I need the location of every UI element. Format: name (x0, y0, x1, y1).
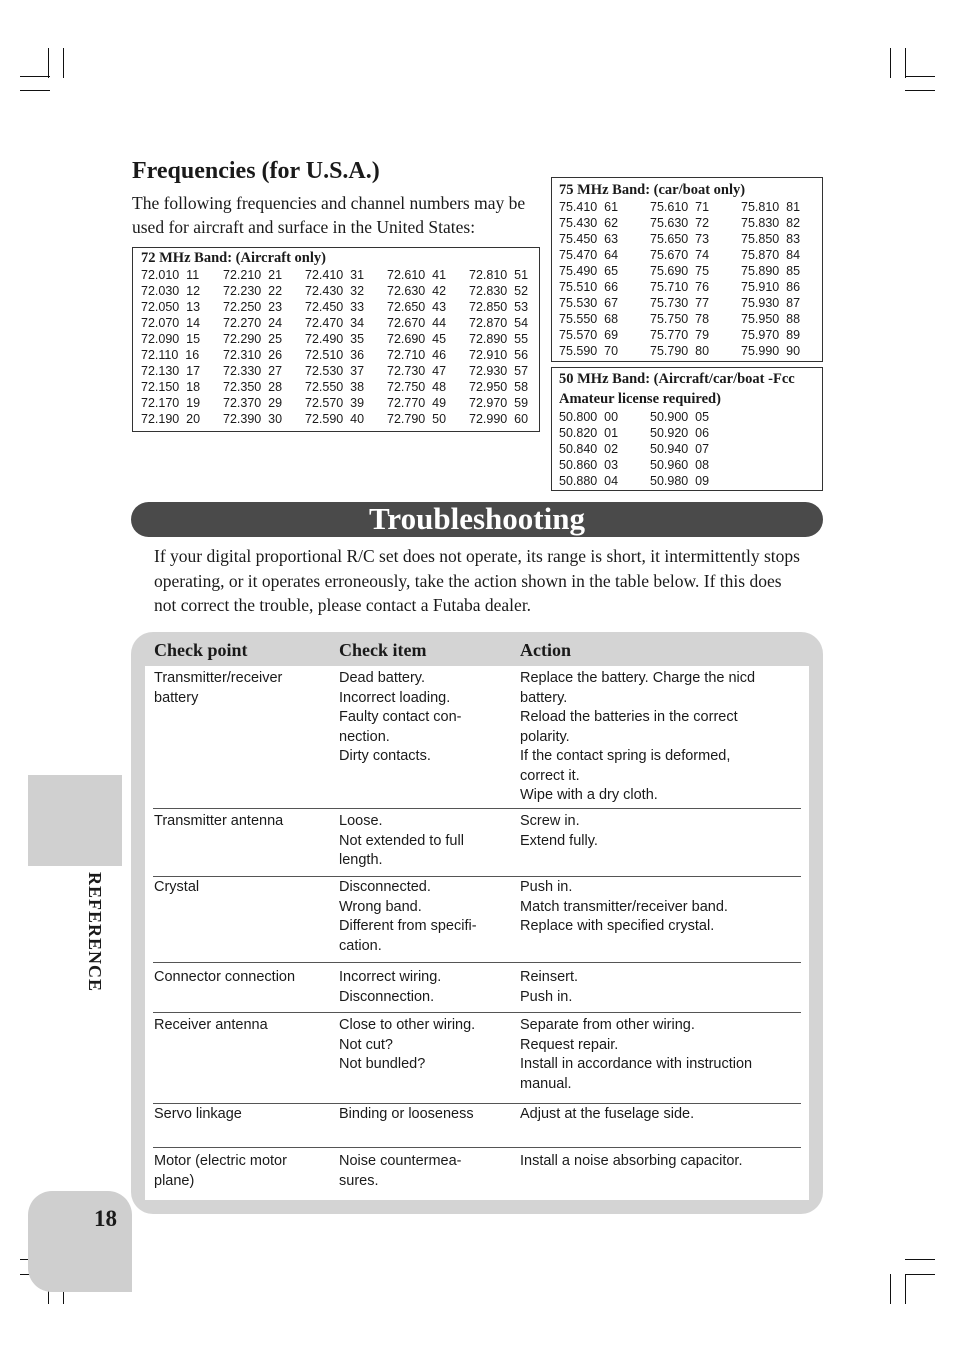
action-cell: Replace the battery. Charge the nicd battery. Reload the batteries in the correct polarity. If the contact spring is deformed, correct it. Wipe with a dry cloth. (520, 670, 756, 803)
frequency-channel-cell: 72.050 13 (141, 300, 201, 314)
row-divider (153, 962, 801, 963)
frequency-channel-cell: 75.790 80 (650, 344, 710, 358)
crop-mark (20, 90, 50, 91)
frequency-channel-cell: 75.530 67 (559, 296, 619, 310)
frequency-channel-cell: 72.690 45 (387, 332, 447, 346)
frequency-channel-cell: 72.190 20 (141, 412, 201, 426)
row-divider (153, 876, 801, 877)
frequency-channel-cell: 72.470 34 (305, 316, 365, 330)
frequency-channel-cell: 75.810 81 (741, 200, 801, 214)
frequency-channel-cell: 75.890 85 (741, 264, 801, 278)
frequency-channel-cell: 75.870 84 (741, 248, 801, 262)
frequency-channel-cell: 72.790 50 (387, 412, 447, 426)
frequency-channel-cell: 75.910 86 (741, 280, 801, 294)
frequency-channel-cell: 75.750 78 (650, 312, 710, 326)
check-item-cell: Close to other wiring. Not cut? Not bundled? (339, 1017, 476, 1072)
frequency-channel-cell: 72.850 53 (469, 300, 529, 314)
frequency-channel-cell: 75.830 82 (741, 216, 801, 230)
row-divider (153, 1147, 801, 1148)
check-point-cell: Servo linkage (154, 1106, 242, 1122)
band-50mhz-grid (559, 409, 822, 489)
frequency-channel-cell: 72.970 59 (469, 396, 529, 410)
frequency-channel-cell: 50.940 07 (650, 442, 710, 456)
frequency-channel-cell: 72.870 54 (469, 316, 529, 330)
frequency-channel-cell: 72.610 41 (387, 268, 447, 282)
action-cell: Screw in. Extend fully. (520, 813, 598, 849)
frequency-channel-cell: 50.800 00 (559, 410, 619, 424)
frequency-channel-cell: 72.450 33 (305, 300, 365, 314)
band-75mhz-table (551, 177, 823, 362)
frequency-channel-cell: 75.590 70 (559, 344, 619, 358)
frequency-channel-cell: 50.920 06 (650, 426, 710, 440)
frequency-channel-cell: 72.370 29 (223, 396, 283, 410)
frequency-channel-cell: 72.650 43 (387, 300, 447, 314)
frequency-channel-cell: 72.230 22 (223, 284, 283, 298)
side-label-reference: REFERENCE (85, 872, 105, 993)
check-item-cell: Incorrect wiring. Disconnection. (339, 969, 442, 1005)
frequency-channel-cell: 75.430 62 (559, 216, 619, 230)
frequency-channel-cell: 72.150 18 (141, 380, 201, 394)
action-cell: Adjust at the fuselage side. (520, 1106, 695, 1122)
frequency-channel-cell: 75.670 74 (650, 248, 710, 262)
frequency-channel-cell: 72.570 39 (305, 396, 365, 410)
check-item-cell: Binding or looseness (339, 1106, 474, 1122)
frequency-channel-cell: 75.690 75 (650, 264, 710, 278)
frequency-channel-cell: 72.750 48 (387, 380, 447, 394)
check-point-cell: Crystal (154, 879, 200, 895)
frequency-channel-cell: 72.530 37 (305, 364, 365, 378)
row-divider (153, 1012, 801, 1013)
band-50mhz-title: 50 MHz Band: (Aircraft/car/boat -Fcc Amateur license required) (559, 371, 795, 407)
frequency-channel-cell: 50.880 04 (559, 474, 619, 488)
frequency-channel-cell: 72.670 44 (387, 316, 447, 330)
frequency-channel-cell: 75.990 90 (741, 344, 801, 358)
action-cell: Reinsert. Push in. (520, 969, 579, 1005)
frequency-channel-cell: 75.410 61 (559, 200, 619, 214)
frequency-channel-cell: 72.410 31 (305, 268, 365, 282)
frequency-channel-cell: 75.510 66 (559, 280, 619, 294)
row-divider (153, 808, 801, 809)
frequency-channel-cell: 72.030 12 (141, 284, 201, 298)
check-point-cell: Transmitter antenna (154, 813, 284, 829)
frequency-channel-cell: 75.630 72 (650, 216, 710, 230)
check-item-cell: Loose. Not extended to full length. (339, 813, 464, 868)
frequency-channel-cell: 72.710 46 (387, 348, 447, 362)
frequency-channel-cell: 50.840 02 (559, 442, 619, 456)
frequency-channel-cell: 75.650 73 (650, 232, 710, 246)
header-action: Action (520, 640, 571, 660)
section-title-frequencies: Frequencies (for U.S.A.) (132, 158, 380, 184)
frequency-channel-cell: 50.960 08 (650, 458, 710, 472)
frequency-channel-cell: 75.610 71 (650, 200, 710, 214)
frequency-channel-cell: 50.820 01 (559, 426, 619, 440)
section-title-troubleshooting: Troubleshooting (131, 502, 823, 537)
frequency-channel-cell: 72.630 42 (387, 284, 447, 298)
frequency-channel-cell: 50.900 05 (650, 410, 710, 424)
frequency-channel-cell: 72.950 58 (469, 380, 529, 394)
frequency-channel-cell: 72.490 35 (305, 332, 365, 346)
frequency-channel-cell: 72.070 14 (141, 316, 201, 330)
frequency-channel-cell: 72.930 57 (469, 364, 529, 378)
check-point-cell: Motor (electric motor plane) (154, 1153, 287, 1189)
frequency-channel-cell: 72.250 23 (223, 300, 283, 314)
crop-mark (905, 1259, 935, 1260)
frequency-channel-cell: 50.860 03 (559, 458, 619, 472)
frequency-channel-cell: 72.290 25 (223, 332, 283, 346)
row-divider (153, 1103, 801, 1104)
frequency-channel-cell: 72.330 27 (223, 364, 283, 378)
action-cell: Install a noise absorbing capacitor. (520, 1153, 743, 1169)
frequency-channel-cell: 72.210 21 (223, 268, 283, 282)
frequency-channel-cell: 72.010 11 (141, 268, 200, 282)
crop-mark (890, 48, 891, 78)
crop-mark (905, 1274, 906, 1304)
header-check-item: Check item (339, 640, 427, 660)
frequencies-intro: The following frequencies and channel numbers may be used for aircraft and surface in the United States: (132, 193, 526, 237)
frequency-channel-cell: 75.570 69 (559, 328, 619, 342)
frequency-channel-cell: 72.510 36 (305, 348, 365, 362)
frequency-channel-cell: 75.710 76 (650, 280, 710, 294)
frequency-channel-cell: 72.590 40 (305, 412, 365, 426)
band-72mhz-grid (141, 267, 539, 427)
frequency-channel-cell: 72.430 32 (305, 284, 365, 298)
check-point-cell: Connector connection (154, 969, 296, 985)
check-point-cell: Transmitter/receiver battery (154, 670, 283, 706)
frequency-channel-cell: 72.730 47 (387, 364, 447, 378)
header-check-point: Check point (154, 640, 248, 660)
crop-mark (20, 76, 50, 77)
frequency-channel-cell: 75.930 87 (741, 296, 801, 310)
frequency-channel-cell: 72.770 49 (387, 396, 447, 410)
frequency-channel-cell: 72.350 28 (223, 380, 283, 394)
band-75mhz-grid (559, 199, 822, 359)
check-item-cell: Disconnected. Wrong band. Different from specifi- cation. (339, 879, 477, 954)
frequency-channel-cell: 75.490 65 (559, 264, 619, 278)
band-75mhz-title: 75 MHz Band: (car/boat only) (559, 182, 746, 198)
frequency-channel-cell: 72.170 19 (141, 396, 201, 410)
crop-mark (905, 48, 906, 78)
frequency-channel-cell: 75.470 64 (559, 248, 619, 262)
frequency-channel-cell: 75.950 88 (741, 312, 801, 326)
check-item-cell: Dead battery. Incorrect loading. Faulty contact con- nection. Dirty contacts. (339, 670, 462, 764)
action-cell: Push in. Match transmitter/receiver band. Replace with specified crystal. (520, 879, 728, 934)
troubleshooting-intro: If your digital proportional R/C set does not operate, its range is short, it intermittently stops operating, or it operates erroneously, take the action shown in the table below. If this does not correct the trouble, please contact a Futaba dealer. (154, 546, 800, 615)
frequency-channel-cell: 72.550 38 (305, 380, 365, 394)
frequency-channel-cell: 75.970 89 (741, 328, 801, 342)
frequency-channel-cell: 72.090 15 (141, 332, 201, 346)
frequency-channel-cell: 72.390 30 (223, 412, 283, 426)
crop-mark (63, 48, 64, 78)
frequency-channel-cell: 72.310 26 (223, 348, 283, 362)
frequency-channel-cell: 75.450 63 (559, 232, 619, 246)
action-cell: Separate from other wiring. Request repair. Install in accordance with instruction manual. (520, 1017, 753, 1092)
frequency-channel-cell: 72.990 60 (469, 412, 529, 426)
frequency-channel-cell: 75.550 68 (559, 312, 619, 326)
page-number: 18 (94, 1206, 117, 1231)
frequency-channel-cell: 72.130 17 (141, 364, 201, 378)
band-72mhz-table (132, 247, 540, 432)
check-item-cell: Noise countermea- sures. (339, 1153, 462, 1189)
frequency-channel-cell: 72.830 52 (469, 284, 529, 298)
frequency-channel-cell: 75.730 77 (650, 296, 710, 310)
crop-mark (905, 1274, 935, 1275)
frequency-channel-cell: 75.850 83 (741, 232, 801, 246)
frequency-channel-cell: 72.270 24 (223, 316, 283, 330)
crop-mark (890, 1274, 891, 1304)
crop-mark (905, 76, 935, 77)
reference-side-tab (28, 775, 122, 866)
frequency-channel-cell: 72.890 55 (469, 332, 529, 346)
frequency-channel-cell: 72.110 16 (141, 348, 200, 362)
frequency-channel-cell: 50.980 09 (650, 474, 710, 488)
frequency-channel-cell: 72.810 51 (469, 268, 529, 282)
band-50mhz-table (551, 367, 823, 491)
crop-mark (905, 90, 935, 91)
frequency-channel-cell: 72.910 56 (469, 348, 529, 362)
check-point-cell: Receiver antenna (154, 1017, 268, 1033)
frequency-channel-cell: 75.770 79 (650, 328, 710, 342)
crop-mark (48, 48, 49, 78)
band-72mhz-title: 72 MHz Band: (Aircraft only) (141, 250, 326, 266)
